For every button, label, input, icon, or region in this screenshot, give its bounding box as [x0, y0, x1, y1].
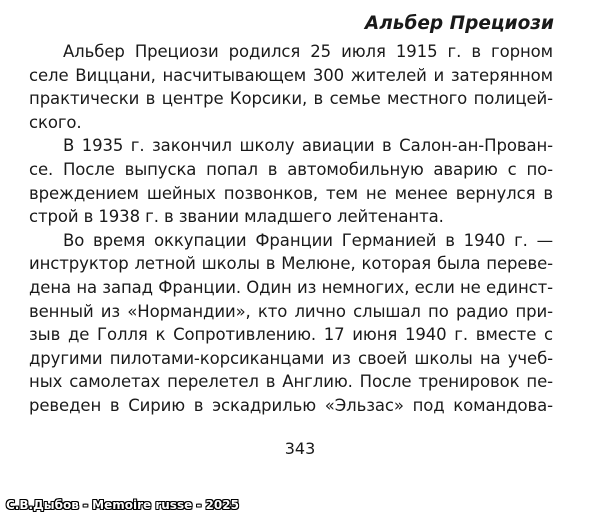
text-line: се. После выпуска попал в автомобильную аварию с по-	[29, 159, 553, 179]
text-line: венный из «Нормандии», кто лично слышал по радио при-	[29, 301, 553, 321]
text-line: Альбер Прециози родился 25 июля 1915 г. в горном	[63, 42, 553, 61]
text-line: Во время оккупации Франции Германией в 1940 г. —	[63, 230, 553, 250]
text-line: зыв де Голля к Сопротивлению. 17 июня 1940 г. вместе с	[29, 325, 553, 345]
text-line: ных самолетах перелетел в Англию. После тренировок пе-	[29, 372, 553, 392]
text-line: В 1935 г. закончил школу авиации в Салон-ан-Прован-	[63, 136, 553, 156]
section-heading: Альбер Прециози	[364, 13, 554, 34]
text-line: другими пилотами-корсиканцами из своей школы на учеб-	[29, 348, 553, 368]
text-line: реведен в Сирию в эскадрилью «Эльзас» под командова-	[29, 395, 553, 415]
paragraph	[29, 40, 553, 134]
text-line: вреждением шейных позвонков, тем не менее вернулся в	[29, 183, 553, 203]
page-number: 343	[284, 439, 316, 458]
text-line: ского.	[29, 112, 82, 132]
text-line: строй в 1938 г. в звании младшего лейтенанта.	[29, 207, 444, 227]
watermark: С.В.Дыбов - Memoire russe - 2025	[6, 498, 239, 512]
text-line: селе Виццани, насчитывающем 300 жителей и затерянном	[29, 65, 553, 85]
paragraph	[29, 229, 553, 418]
text-line: практически в центре Корсики, в семье местного полицей-	[29, 89, 553, 109]
paragraph	[29, 134, 553, 228]
text-line: инструктор летной школы в Мелюне, которая была переве-	[29, 254, 553, 274]
body-text	[29, 40, 553, 418]
text-line: дена на запад Франции. Один из немногих, если не единст-	[29, 277, 553, 297]
